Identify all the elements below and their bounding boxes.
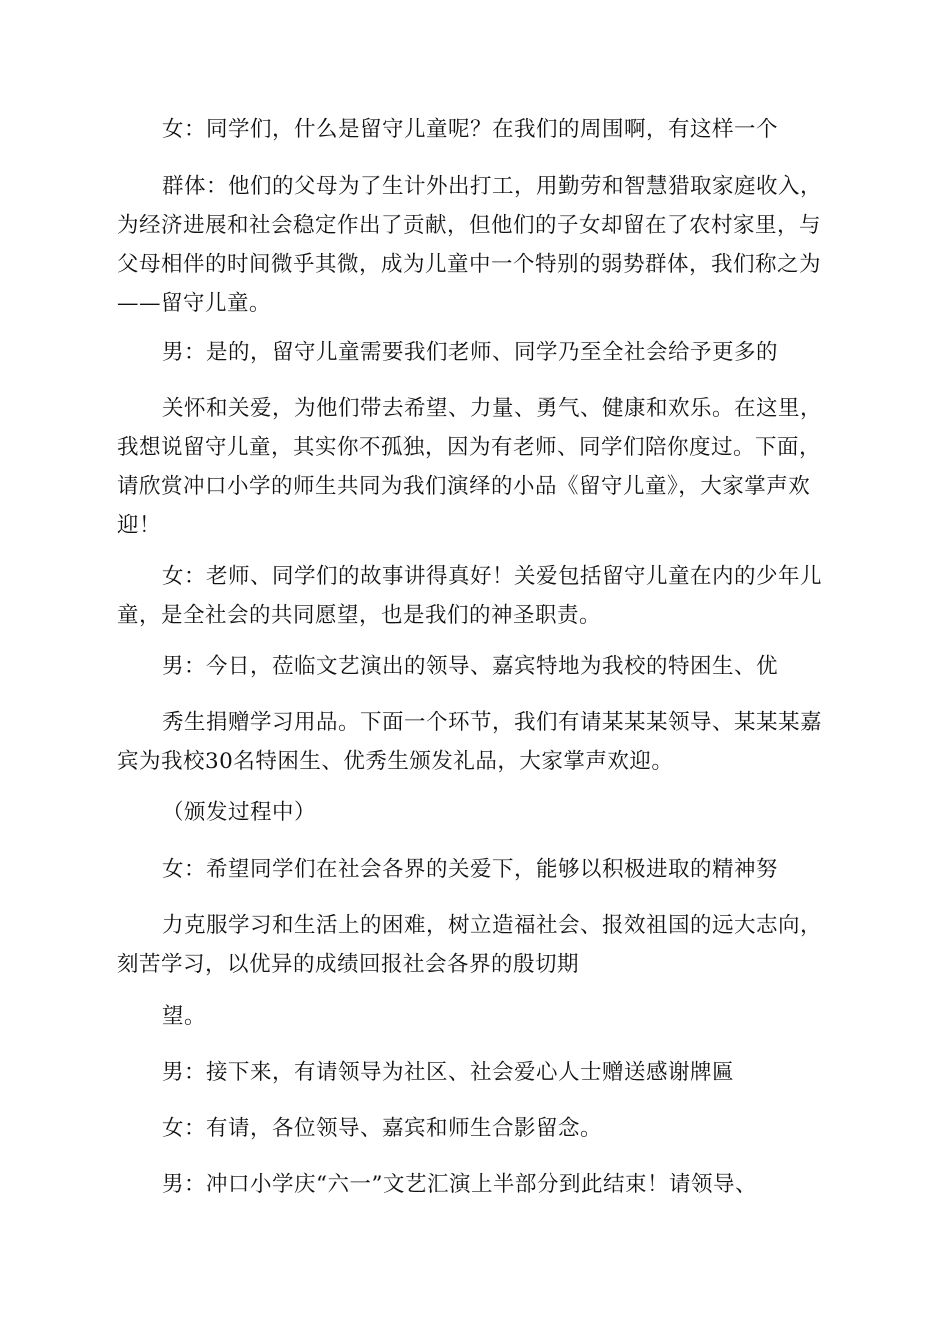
paragraph-14: 男：冲口小学庆“六一”文艺汇演上半部分到此结束！请领导、 xyxy=(162,1172,757,1197)
paragraph-8: （颁发过程中） xyxy=(162,800,317,825)
paragraph-13: 女：有请，各位领导、嘉宾和师生合影留念。 xyxy=(162,1116,603,1141)
paragraph-4: 关怀和关爱，为他们带去希望、力量、勇气、健康和欢乐。在这里，我想说留守儿童，其实你不孤独，因为有老师、同学们陪你度过。下面，请欣赏冲口小学的师生共同为我们演绎的小品《留守儿童》，大家掌声欢迎！ xyxy=(117,396,823,538)
paragraph-9: 女：希望同学们在社会各界的关爱下，能够以积极进取的精神努 xyxy=(162,857,779,882)
paragraph-11: 望。 xyxy=(162,1004,207,1029)
paragraph-12: 男：接下来，有请领导为社区、社会爱心人士赠送感谢牌匾 xyxy=(162,1060,735,1085)
paragraph-5: 女：老师、同学们的故事讲得真好！关爱包括留守儿童在内的少年儿童，是全社会的共同愿望，也是我们的神圣职责。 xyxy=(117,564,823,628)
paragraph-1: 女：同学们，什么是留守儿童呢？在我们的周围啊，有这样一个 xyxy=(162,117,779,142)
paragraph-6: 男：今日，莅临文艺演出的领导、嘉宾特地为我校的特困生、优 xyxy=(162,654,779,679)
paragraph-7: 秀生捐赠学习用品。下面一个环节，我们有请某某某领导、某某某嘉宾为我校30名特困生、优秀生颁发礼品，大家掌声欢迎。 xyxy=(117,710,823,774)
paragraph-10: 力克服学习和生活上的困难，树立造福社会、报效祖国的远大志向，刻苦学习，以优异的成绩回报社会各界的殷切期 xyxy=(117,913,823,977)
paragraph-2: 群体：他们的父母为了生计外出打工，用勤劳和智慧猎取家庭收入，为经济进展和社会稳定作出了贡献，但他们的子女却留在了农村家里，与父母相伴的时间微乎其微，成为儿童中一个特别的弱势群体，我们称之为——留守儿童。 xyxy=(117,174,823,316)
paragraph-3: 男：是的，留守儿童需要我们老师、同学乃至全社会给予更多的 xyxy=(162,340,779,365)
